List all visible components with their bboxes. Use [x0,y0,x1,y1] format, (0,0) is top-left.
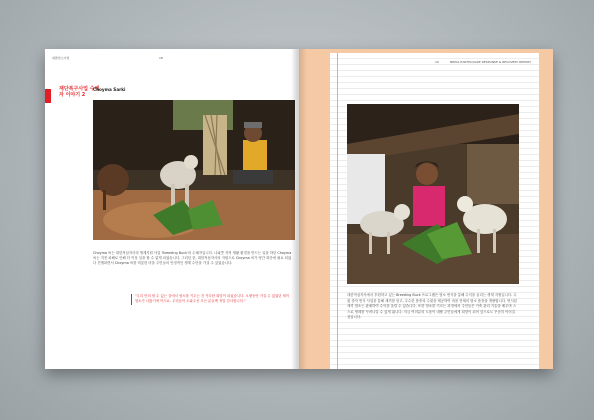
notebook-margin-line [337,53,338,369]
right-header-label: NEPAL EARTHQUAKE RESPONSE & RECOVERY REPORT [450,60,531,64]
pull-quote: "우리 만의 할 수 있는 것에서 염소를 키우는 건 커다란 희망이 되었습니다. 오랫동안 가질 수 없었던 새끼 염소가 나왔기에 아시요. 우리들이 도와주신 모든 분들께 정말 감사합니다." [131,294,293,305]
photo-man-feeding-goats [93,100,295,240]
beneficiary-name: Choyma Sarki [93,87,126,92]
left-page [45,49,299,369]
photo-woman-with-goats [347,104,519,284]
magazine-spread [45,49,553,369]
section-title: 재단복구사업 수혜자 이야기 2 [59,86,100,99]
right-body-text: 대한적십자사에서 후원하고 있는 Breeding Buck 프로그램은 염소 번식을 통해 수익을 올리는 생계 지원입니다. 수컷 종자 번식 사업을 통해 새끼를 얻고, 우수한 품종의 수컷을 제공하여 마을 전체의 염소 품종을 개량합니다. 번식된 새끼 염소는 판매하여 수익을 올릴 수 있습니다. 또한 염소를 기르는 과정에서 주민들은 가축 관리 기술을 배우며 스스로 생계를 꾸려나갈 수 있게 됩니다. 지금 여러분의 도움이 네팔 주민들에게 희망이 되어 앞으로도 꾸준히 이어질 것입니다. [347,293,518,320]
left-body-text: Choyma 씨는 대한적십자사의 생계지원 사업 'Breeding Buck'의 수혜자입니다. 니와콧 지역 생활 환경을 만드는 일을 하던 Choyma 씨는 지진 피해로 인해 더 이상 일을 할 수 없게 되었습니다. 그러던 중, 대한적십자사의 지원으로 Choyma 씨가 양간 화증에 필요 되었다 진행되면서 Choyma 씨를 비롯한 마을 주민들의 안정적인 생계 수단을 가질 수 있었습니다. [93,251,292,266]
left-header-label: 네팔염소사업 [52,56,70,60]
red-accent-bar [45,89,51,103]
left-page-number: 18 [159,56,163,60]
right-page-number: 19 [435,60,439,64]
book-spine-shadow [291,49,307,369]
